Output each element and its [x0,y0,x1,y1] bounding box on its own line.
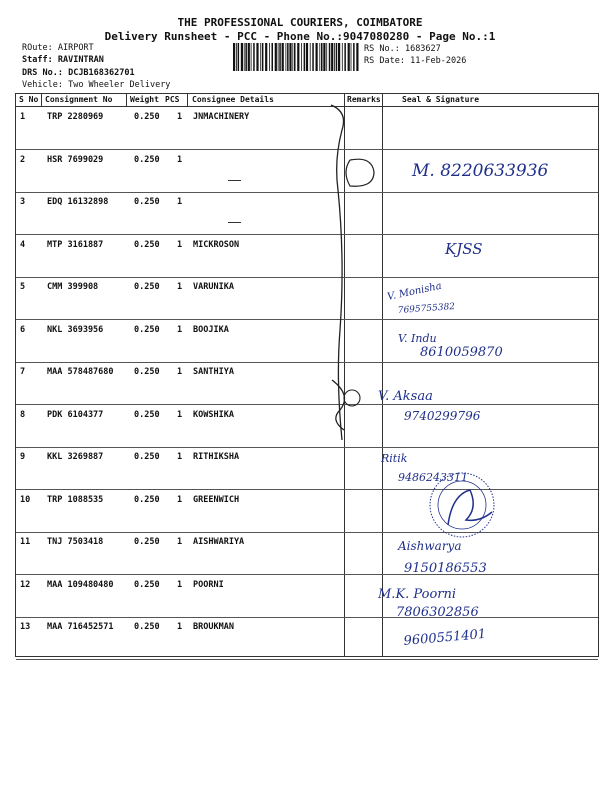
row-consignee: JNMACHINERY [193,112,250,122]
table-row [16,107,598,150]
row-consignee: VARUNIKA [193,282,234,292]
row-consignee: KOWSHIKA [193,409,234,420]
row-pcs: 1 [177,494,183,505]
row-serial: 7 [20,367,26,377]
table-row [16,235,598,278]
row-consignee: POORNI [193,579,224,590]
rs-date-label: RS Date: [364,56,405,66]
header-remarks: Remarks [347,95,381,104]
row-consignee: RITHIKSHA [193,452,240,462]
signature-row12-name: M.K. Poorni [378,587,457,602]
table-header [16,94,598,107]
row-consignment: PDK 6104377 [47,409,104,420]
row-pcs: 1 [177,367,183,377]
vehicle-line [22,80,170,90]
row-serial: 3 [20,197,26,207]
table-row [16,405,598,448]
row-weight: 0.250 [134,154,160,165]
row-pcs: 1 [177,409,183,420]
row-consignment: TRP 1088535 [47,494,104,505]
header-weight: Weight [130,95,159,104]
signature-row9-phone: 9486243311 [398,471,468,484]
row-consignee: BROUKMAN [193,622,234,632]
row-serial: 10 [20,494,31,505]
row-pcs: 1 [177,239,183,250]
row-pcs: 1 [177,324,183,335]
signature-row6-phone: 8610059870 [420,345,503,360]
signature-row5-phone: 7695755382 [397,302,456,316]
signature-row5-name: V. Monisha [386,280,443,303]
remark-row2-text: 3 [350,169,359,184]
row-consignment: MAA 578487680 [47,367,114,377]
rs-date-value: 11-Feb-2026 [410,56,467,66]
staff-label: Staff: [22,55,53,65]
rs-number-label: RS No.: [364,44,400,54]
company-name: THE PROFESSIONAL COURIERS, COIMBATORE [177,16,423,29]
row-weight: 0.250 [134,197,160,207]
row-weight: 0.250 [134,324,160,335]
signature-row2: M. 8220633936 [412,161,549,181]
row-pcs: 1 [177,282,183,292]
signature-row8-phone: 9740299796 [404,409,481,423]
row-consignment: HSR 7699029 [47,154,104,165]
row-weight: 0.250 [134,537,160,547]
barcode-icon [233,43,359,71]
signature-row9-name: Ritik [381,452,408,465]
table-row [16,575,598,618]
row-serial: 2 [20,154,26,165]
table-row [16,277,598,320]
table-row [16,320,598,363]
route-label: ROute: [22,43,53,53]
rs-number-line [364,44,441,54]
row-pcs: 1 [177,579,183,590]
row-serial: 9 [20,452,26,462]
row-consignment: EDQ 16132898 [47,197,109,207]
vehicle-label: Vehicle: [22,80,63,90]
staff-value: RAVINTRAN [57,55,104,65]
row-consignment: KKL 3269887 [47,452,104,462]
row-consignee: GREENWICH [193,494,240,505]
header-pcs: PCS [165,95,180,104]
row-pcs: 1 [177,154,183,165]
header-seal-signature: Seal & Signature [402,95,480,104]
row-consignment: CMM 399908 [47,282,99,292]
row-weight: 0.250 [134,409,160,420]
row-pcs: 1 [177,622,183,632]
route-value: AIRPORT [57,43,94,53]
row-consignment: MAA 716452571 [47,622,114,632]
row-serial: 5 [20,282,26,292]
row-weight: 0.250 [134,367,160,377]
row-serial: 13 [20,622,31,632]
table-row [16,362,598,405]
row-weight: 0.250 [134,282,160,292]
table-row [16,532,598,575]
row-pcs: 1 [177,537,183,547]
table-row [16,617,598,660]
runsheet-table [15,93,599,657]
drs-value: DCJB168362701 [68,68,135,78]
row-weight: 0.250 [134,579,160,590]
signature-row11-phone: 9150186553 [404,561,487,576]
row-consignment: TRP 2280969 [47,112,104,122]
signature-row8-name: V. Aksaa [378,389,433,404]
row-consignee: AISHWARIYA [193,537,245,547]
row-serial: 12 [20,579,31,590]
rs-date-line [364,56,466,66]
remark-row8-text: 2 [348,394,355,405]
row-consignment: MAA 109480480 [47,579,114,590]
signature-row13: 9600551401 [403,626,487,649]
staff-line [22,55,104,65]
row-pcs: 1 [177,197,183,207]
rs-number-value: 1683627 [404,44,441,54]
row-serial: 4 [20,239,26,250]
row-consignee: BOOJIKA [193,324,229,335]
row-serial: 11 [20,537,31,547]
signature-row4: KJSS [445,240,483,258]
table-row [16,150,598,193]
row-consignee: SANTHIYA [193,367,234,377]
consignee-dash [228,222,241,223]
row-serial: 6 [20,324,26,335]
row-weight: 0.250 [134,112,160,122]
header-sno: S No [19,95,39,104]
vehicle-value: Two Wheeler Delivery [68,80,171,90]
row-weight: 0.250 [134,452,160,462]
table-row [16,192,598,235]
row-consignment: TNJ 7503418 [47,537,104,547]
header-consignment: Consignment No [45,95,113,104]
signature-row11-name: Aishwarya [398,539,462,553]
row-serial: 8 [20,409,26,420]
route-line [22,43,94,53]
table-row [16,490,598,533]
row-pcs: 1 [177,452,183,462]
row-serial: 1 [20,112,26,122]
row-weight: 0.250 [134,494,160,505]
runsheet-title: Delivery Runsheet - PCC - Phone No.:9047080280 - Page No.:1 [104,30,496,43]
row-consignment: MTP 3161887 [47,239,104,250]
row-consignee: MICKROSON [193,239,240,250]
row-weight: 0.250 [134,622,160,632]
consignee-dash [228,180,241,181]
signature-row6-name: V. Indu [398,332,437,345]
row-weight: 0.250 [134,239,160,250]
drs-line [22,68,135,78]
signature-row12-phone: 7806302856 [396,605,479,620]
row-consignment: NKL 3693956 [47,324,104,335]
table-row [16,447,598,490]
header-consignee: Consignee Details [192,95,274,104]
row-pcs: 1 [177,112,183,122]
drs-label: DRS No.: [22,68,63,78]
